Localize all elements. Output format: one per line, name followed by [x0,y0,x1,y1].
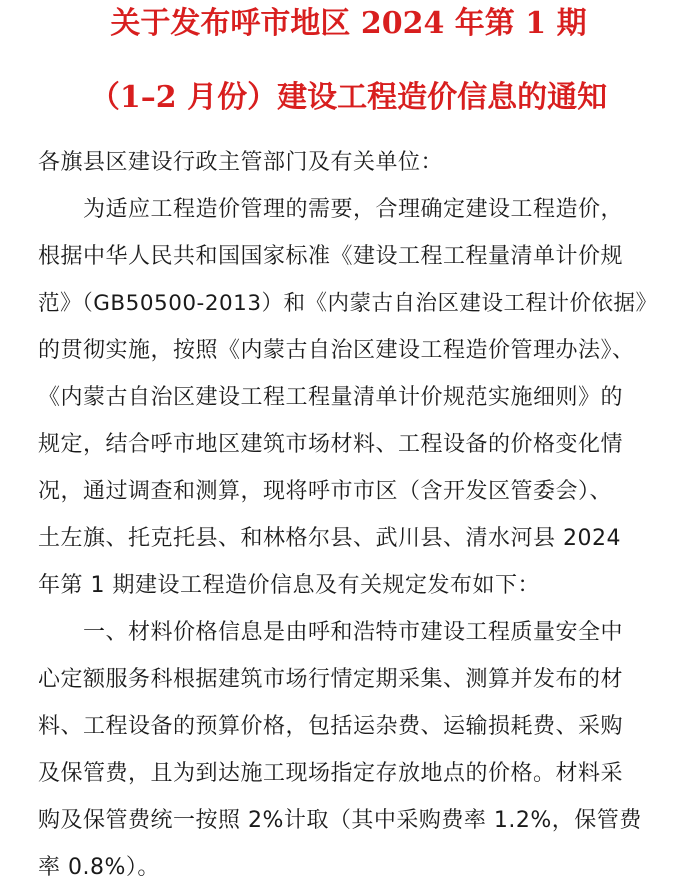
document-title-line-2: （1–2 月份）建设工程造价信息的通知 [89,80,608,115]
paragraph-2-line: 及保管费，且为到达施工现场指定存放地点的价格。材料采 [38,761,624,786]
paragraph-2-line: 率 0.8%）。 [38,855,160,880]
paragraph-2-line: 一、材料价格信息是由呼和浩特市建设工程质量安全中 [83,620,624,645]
salutation: 各旗县区建设行政主管部门及有关单位： [38,150,444,175]
paragraph-2-line: 购及保管费统一按照 2%计取（其中采购费率 1.2%，保管费 [38,808,642,833]
paragraph-1-line: 土左旗、托克托县、和林格尔县、武川县、清水河县 2024 [38,526,621,551]
paragraph-1-line: 为适应工程造价管理的需要，合理确定建设工程造价， [83,197,624,222]
paragraph-1-line: 根据中华人民共和国国家标准《建设工程工程量清单计价规 [38,244,624,269]
paragraph-1-line: 规定，结合呼市地区建筑市场材料、工程设备的价格变化情 [38,432,624,457]
paragraph-1-line: 范》（GB50500-2013）和《内蒙古自治区建设工程计价依据》 [38,291,658,316]
paragraph-2-line: 料、工程设备的预算价格，包括运杂费、运输损耗费、采购 [38,714,624,739]
paragraph-2-line: 心定额服务科根据建筑市场行情定期采集、测算并发布的材 [38,667,624,692]
paragraph-1-line: 年第 1 期建设工程造价信息及有关规定发布如下： [38,573,540,598]
paragraph-1-line: 况，通过调查和测算，现将呼市市区（含开发区管委会）、 [38,479,613,504]
document-title-line-1: 关于发布呼市地区 2024 年第 1 期 [110,6,587,41]
paragraph-1-line: 《内蒙古自治区建设工程工程量清单计价规范实施细则》的 [38,385,624,410]
paragraph-1-line: 的贯彻实施，按照《内蒙古自治区建设工程造价管理办法》、 [38,338,635,363]
